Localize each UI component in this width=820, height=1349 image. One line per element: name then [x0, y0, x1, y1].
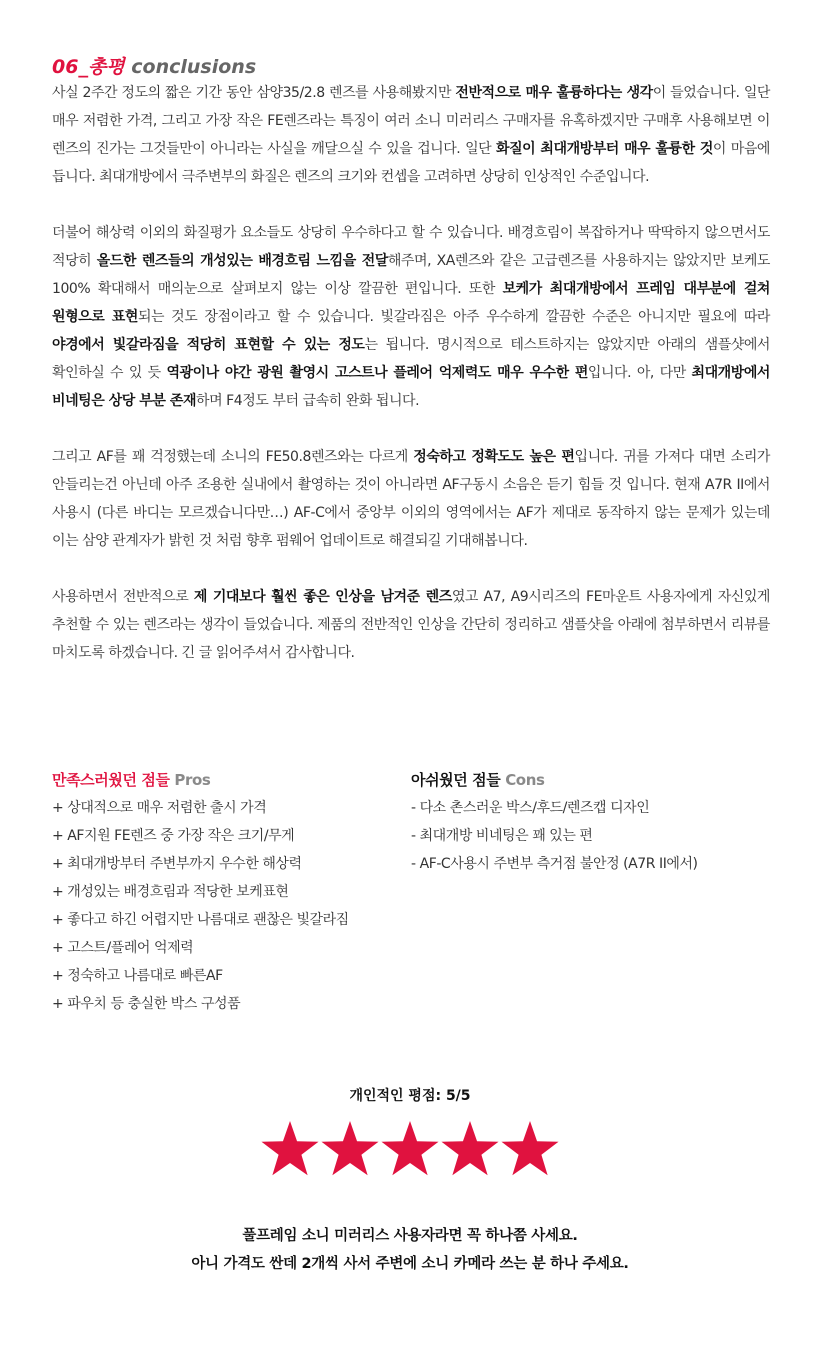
closing-line-1: 풀프레임 소니 미러리스 사용자라면 꼭 하나쯤 사세요. — [242, 1228, 578, 1244]
body-text: 이 들었습니다. 일단 매우 저렴한 가격, 그리고 가장 작은 FE렌즈라는 특징이 여러 소니 미러리스 구매자를 유혹하겠지만 구매후 사용해보면 이 렌즈의 진가는 그것들만이 아니라는 사실을 깨달으실 수 있을 겁니다. 일단 — [52, 85, 770, 157]
list-item: + 고스트/플레어 억제력 — [52, 940, 194, 956]
body-text: 사실 2주간 정도의 짧은 기간 동안 삼양35/2.8 렌즈를 사용해봤지만 — [52, 85, 456, 101]
body-text: 사용하면서 전반적으로 — [52, 589, 194, 605]
rating-label: 개인적인 평점: 5/5 — [349, 1088, 471, 1104]
list-item: + 개성있는 배경흐림과 적당한 보케표현 — [52, 884, 289, 900]
emphasis-text: 제 기대보다 훨씬 좋은 인상을 남겨준 렌즈 — [193, 589, 452, 605]
cons-heading — [411, 766, 771, 794]
paragraph — [52, 443, 770, 555]
paragraph — [52, 583, 770, 667]
body-text: 이 마음에 듭니다. 최대개방에서 극주변부의 화질은 렌즈의 크기와 컨셉을 고려하면 상당히 인상적인 수준입니다. — [52, 141, 770, 185]
list-item: + 정숙하고 나름대로 빠른AF — [52, 968, 223, 984]
section-english-title: conclusions — [131, 56, 257, 78]
pros-list — [52, 794, 402, 1018]
list-item: + 상대적으로 매우 저렴한 출시 가격 — [52, 800, 267, 816]
body-text: 는 됩니다. 명시적으로 테스트하지는 않았지만 아래의 샘플샷에서 확인하실 수 있 듯 — [52, 337, 770, 381]
pros-column — [52, 766, 402, 1018]
list-item: + 좋다고 하긴 어렵지만 나름대로 괜찮은 빛갈라짐 — [52, 912, 349, 928]
section-number: 06_총평 — [52, 56, 125, 78]
review-conclusion — [52, 54, 770, 667]
star-icon — [440, 1120, 500, 1178]
paragraph — [52, 79, 770, 191]
cons-title: 아쉬웠던 점들 — [411, 771, 501, 789]
pros-title: 만족스러웠던 점들 — [52, 771, 170, 789]
list-item: - 최대개방 비네팅은 꽤 있는 편 — [411, 828, 593, 844]
star-icon — [320, 1120, 380, 1178]
body-text: 해주며, XA렌즈와 같은 고급렌즈를 사용하지는 않았지만 보케도 100% 확대해서 매의눈으로 살펴보지 않는 이상 깔끔한 편입니다. 또한 — [52, 253, 770, 297]
list-item: - 다소 촌스러운 박스/후드/렌즈캡 디자인 — [411, 800, 650, 816]
emphasis-text: 보케가 최대개방에서 프레임 대부분에 걸쳐 원형으로 표현 — [52, 281, 770, 325]
emphasis-text: 정숙하고 정확도도 높은 편 — [413, 449, 575, 465]
body-text: 입니다. 귀를 가져다 대면 소리가 안들리는건 아닌데 아주 조용한 실내에서 촬영하는 것이 아니라면 AF구동시 소음은 듣기 힘들 것 입니다. 현재 A7R II에서 사용시 (다른 바디는 모르겠습니다만…) AF-C에서 중앙부 이외의 영역에서는 AF가 제대로 동작하지 않는 문제가 있는데 이는 삼양 관계자가 밝힌 것 처럼 향후 펌웨어 업데이트로 해결되길 기대해봅니다. — [52, 449, 770, 549]
pros-title-en: Pros — [174, 771, 211, 789]
body-text: 였고 A7, A9시리즈의 FE마운트 사용자에게 자신있게 추천할 수 있는 렌즈라는 생각이 들었습니다. 제품의 전반적인 인상을 간단히 정리하고 샘플샷을 아래에 첨부하면서 리뷰를 마치도록 하겠습니다. 긴 글 읽어주셔서 감사합니다. — [52, 589, 770, 661]
body-text: 입니다. 아, 다만 — [587, 365, 692, 381]
pros-cons — [52, 766, 770, 1026]
star-icon — [380, 1120, 440, 1178]
emphasis-text: 화질이 최대개방부터 매우 훌륭한 것 — [496, 141, 713, 157]
emphasis-text: 최대개방에서 비네팅은 상당 부분 존재 — [52, 365, 770, 409]
cons-title-en: Cons — [505, 771, 545, 789]
list-item: + 최대개방부터 주변부까지 우수한 해상력 — [52, 856, 302, 872]
list-item: + AF지원 FE렌즈 중 가장 작은 크기/무게 — [52, 828, 295, 844]
emphasis-text: 올드한 렌즈들의 개성있는 배경흐림 느낌을 전달 — [96, 253, 388, 269]
body-text: 더불어 해상력 이외의 화질평가 요소들도 상당히 우수하다고 할 수 있습니다. 배경흐림이 복잡하거나 딱딱하지 않으면서도 적당히 — [52, 225, 770, 269]
star-icon — [260, 1120, 320, 1178]
list-item: - AF-C사용시 주변부 측거점 불안정 (A7R II에서) — [411, 856, 698, 872]
closing-line-2: 아니 가격도 싼데 2개씩 사서 주변에 소니 카메라 쓰는 분 하나 주세요. — [191, 1256, 629, 1272]
section-title — [52, 54, 770, 80]
body-text: 되는 것도 장점이라고 할 수 있습니다. 빛갈라짐은 아주 우수하게 깔끔한 수준은 아니지만 필요에 따라 — [137, 309, 770, 325]
cons-column — [411, 766, 771, 878]
rating-block — [0, 1082, 820, 1178]
list-item: + 파우치 등 충실한 박스 구성품 — [52, 996, 241, 1012]
paragraph — [52, 219, 770, 415]
emphasis-text: 전반적으로 매우 훌륭하다는 생각 — [455, 85, 653, 101]
cons-list — [411, 794, 771, 878]
body-text: 그리고 AF를 꽤 걱정했는데 소니의 FE50.8렌즈와는 다르게 — [52, 449, 414, 465]
pros-heading — [52, 766, 402, 794]
star-rating — [0, 1120, 820, 1178]
closing-remarks — [0, 1222, 820, 1278]
body-text: 하며 F4정도 부터 급속히 완화 됩니다. — [196, 393, 420, 409]
star-icon — [500, 1120, 560, 1178]
emphasis-text: 역광이나 야간 광원 촬영시 고스트나 플레어 억제력도 매우 우수한 편 — [166, 365, 588, 381]
emphasis-text: 야경에서 빛갈라짐을 적당히 표현할 수 있는 정도 — [52, 337, 365, 353]
